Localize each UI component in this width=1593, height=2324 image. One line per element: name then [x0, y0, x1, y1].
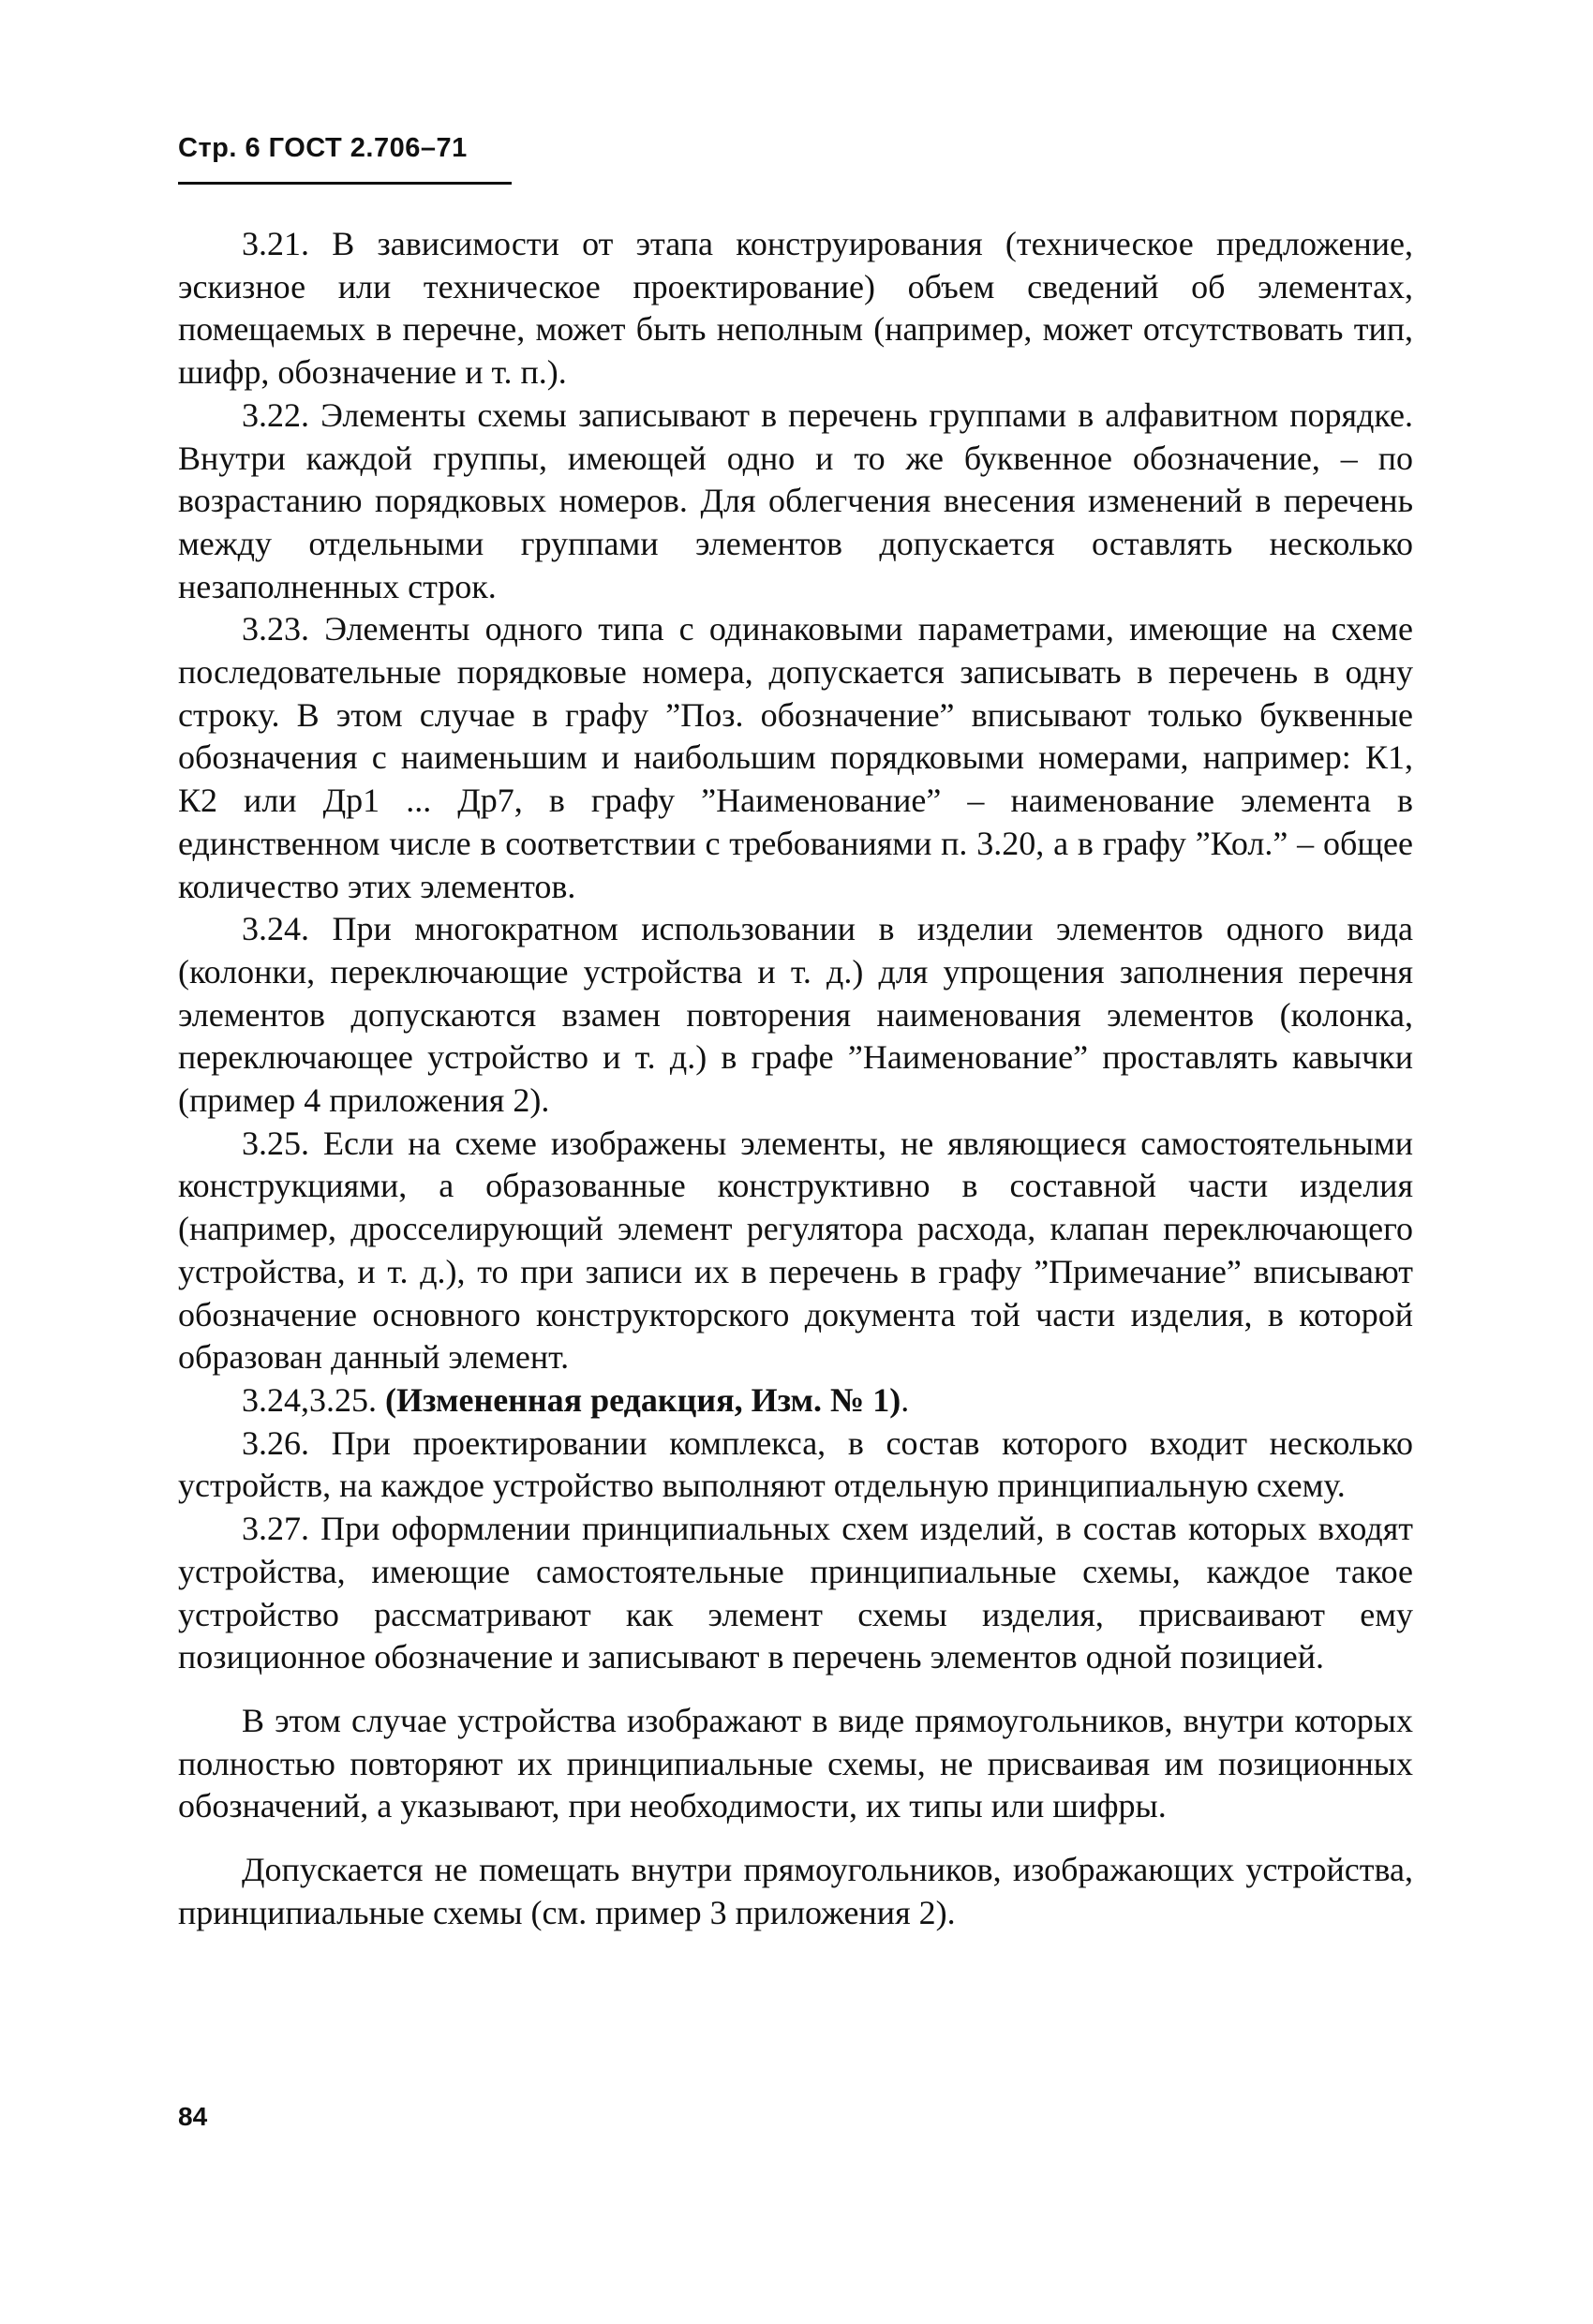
paragraph-3-26: 3.26. При проектировании комплекса, в состав которого входит несколько устройств, на каждое устройство выполняют отдельную принципиальную схему. [178, 1423, 1413, 1505]
page-number: 84 [178, 2102, 208, 2131]
amendment-note [178, 1379, 1413, 1423]
page-header: Стр. 6 ГОСТ 2.706–71 [178, 133, 468, 163]
paragraph-3-21: 3.21. В зависимости от этапа конструирования (техническое предложение, эскизное или техническое проектирование) объем сведений об элементах, помещаемых в перечне, может быть неполным (например, может отсутствовать тип, шифр, обозначение и т. п.). [178, 225, 1413, 392]
paragraph-3-22: 3.22. Элементы схемы записывают в перечень группами в алфавитном порядке. Внутри каждой группы, имеющей одно и то же буквенное обозначение, – по возрастанию порядковых номеров. Для облегчения внесения изменений в перечень между отдельными группами элементов допускается оставлять несколько незаполненных строк. [178, 395, 1413, 605]
header-underline [178, 182, 512, 185]
paragraph-3-24: 3.24. При многократном использовании в изделии элементов одного вида (колонки, переключающие устройства и т. д.) для упрощения заполнения перечня элементов допускаются взамен повторения наименования элементов (колонка, переключающее устройство и т. д.) в графе ”Наименование” проставлять кавычки (пример 4 приложения 2). [178, 910, 1413, 1120]
paragraph-3-25: 3.25. Если на схеме изображены элементы, не являющиеся самостоятельными конструкциями, а образованные конструктивно в составной части изделия (например, дросселирующий элемент регулятора расхода, клапан переключающего устройства, и т. д.), то при записи их в перечень в графу ”Примечание” вписывают обозначение основного конструкторского документа той части изделия, в которой образован данный элемент. [178, 1124, 1413, 1377]
paragraph-3-27: 3.27. При оформлении принципиальных схем изделий, в состав которых входят устройства, имеющие самостоятельные принципиальные схемы, каждое такое устройство рассматривают как элемент схемы изделия, присваивают ему позиционное обозначение и записывают в перечень элементов одной позицией. [178, 1510, 1413, 1676]
document-body [178, 223, 1413, 1934]
paragraph-3-27-continued: В этом случае устройства изображают в виде прямоугольников, внутри которых полностью повторяют их принципиальные схемы, не присваивая им позиционных обозначений, а указывают, при необходимости, их типы или шифры. [178, 1701, 1413, 1825]
amendment-end: . [901, 1380, 910, 1419]
amendment-ref: 3.24,3.25. [242, 1380, 385, 1419]
paragraph-3-27-note: Допускается не помещать внутри прямоугольников, изображающих устройства, принципиальные схемы (см. пример 3 приложения 2). [178, 1851, 1413, 1931]
amendment-label: (Измененная редакция, Изм. № 1) [385, 1380, 901, 1419]
paragraph-3-23: 3.23. Элементы одного типа с одинаковыми параметрами, имеющие на схеме последовательные порядковые номера, допускается записывать в перечень в одну строку. В этом случае в графу ”Поз. обозначение” вписывают только буквенные обозначения с наименьшим и наибольшим порядковыми номерами, например: К1, К2 или Др1 ... Др7, в графу ”Наименование” – наименование элемента в единственном числе в соответствии с требованиями п. 3.20, а в графу ”Кол.” – общее количество этих элементов. [178, 610, 1413, 905]
